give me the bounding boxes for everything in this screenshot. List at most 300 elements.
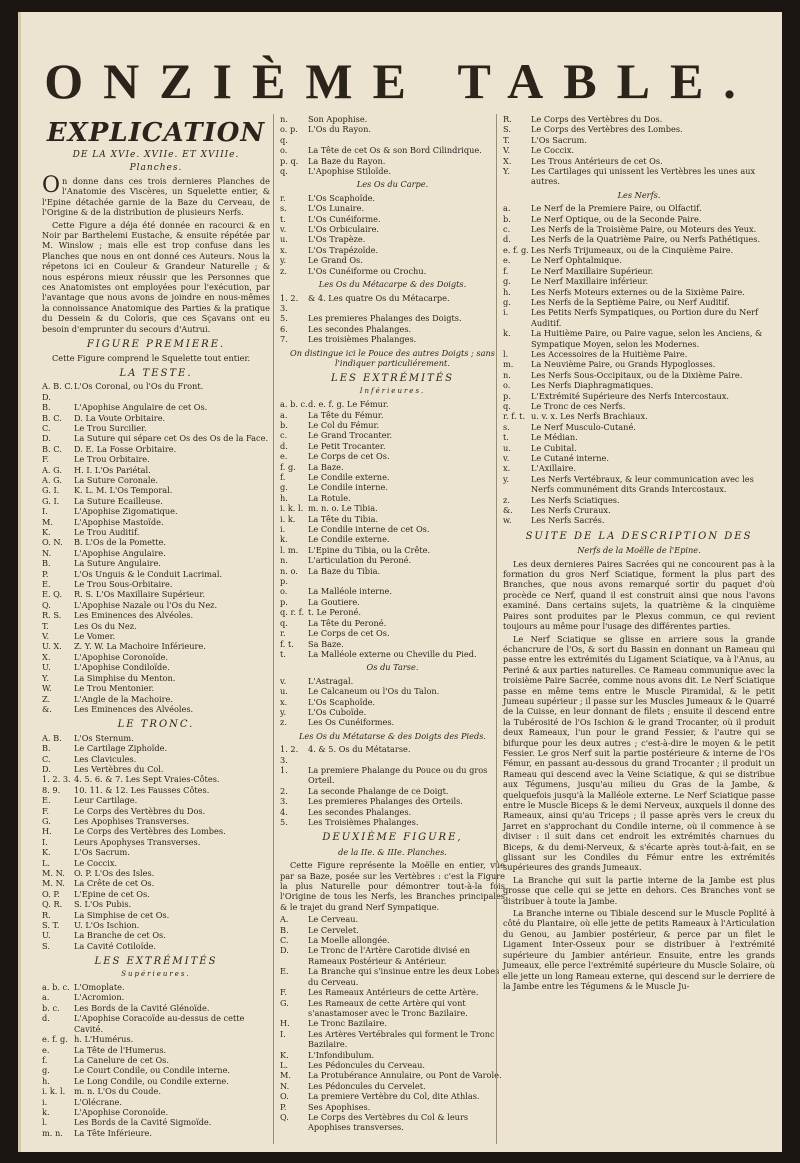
legend-entry [503,114,775,124]
legend-key: Q. [42,599,51,610]
legend-text: La Tête Inférieure. [74,1127,152,1138]
carpe-heading: Les Os du Carpe. [356,179,429,190]
legend-key: x. [503,463,511,474]
suite-subheading: Nerfs de la Moëlle de l'Epine. [577,545,701,556]
legend-entry [42,785,270,795]
legend-entry [42,816,270,826]
legend-entry [280,166,505,176]
legend-entry [42,1117,270,1127]
legend-entry [280,618,505,628]
legend-key: y. [503,473,510,484]
legend-key: 7. [280,334,288,345]
column-middle [273,114,505,1144]
legend-text: Le Trou Orbitaire. [74,454,150,465]
legend-entry [280,524,505,534]
legend-entry [503,234,775,244]
legend-key: M. [280,1070,291,1081]
legend-text: O. P. L'Os des Isles. [74,868,155,878]
legend-entry [503,166,775,187]
legend-entry [280,649,505,659]
legend-entry [42,444,270,454]
legend-entry [280,293,505,314]
teste-heading: LA TESTE. [119,367,193,379]
legend-key: h. [280,492,288,503]
legend-entry [42,1045,270,1055]
legend-text: Les Pédoncules du Cervelet. [308,1080,426,1091]
legend-key: t. [280,213,286,224]
legend-text: H. I. L'Os Pariétal. [74,464,151,475]
legend-entry [280,1029,505,1050]
legend-entry [42,1086,270,1096]
legend-entry [280,493,505,503]
legend-text: Le Corps de cet Os. [308,628,390,639]
legend-entry [280,935,505,945]
legend-key: V. [503,145,511,156]
legend-key: h. [503,286,511,297]
legend-entry [503,245,775,255]
legend-entry [280,639,505,649]
vertebrae-list [503,114,775,187]
legend-key: B. [42,402,51,413]
legend-key: e. f. g. [503,244,529,255]
legend-entry [280,420,505,430]
legend-key: s. [280,203,287,214]
legend-entry [42,743,270,753]
legend-key: e. [42,1044,50,1055]
legend-entry [503,380,775,390]
legend-entry [280,324,505,334]
legend-entry [280,697,505,707]
legend-entry [503,443,775,453]
legend-entry [280,566,505,587]
legend-text: Les Cartilages qui unissent les Vertèbres les unes aux autres. [531,166,756,187]
legend-entry [42,1034,270,1044]
legend-text: D. La Voute Orbitaire. [74,412,166,423]
legend-key: M. [42,516,53,527]
legend-entry [42,454,270,464]
legend-text: K. L. M. L'Os Temporal. [74,485,173,496]
legend-key: G. I. [42,485,60,496]
legend-text: La Moelle allongée. [308,935,390,946]
legend-entry [503,422,775,432]
legend-text: Le Court Condile, ou Condile interne. [74,1065,231,1076]
legend-key: g. [280,482,288,493]
legend-entry [503,515,775,525]
legend-key: e. [280,451,288,462]
legend-entry [280,744,505,765]
legend-text: Le Condile externe. [308,472,390,482]
legend-text: La Tête du Tibia. [308,513,379,524]
legend-entry [42,1107,270,1117]
legend-key: A. G. [42,464,62,475]
legend-entry [280,1081,505,1091]
legend-text: L'Angle de la Machoire. [74,693,174,704]
figure-premiere-text: Cette Figure comprend le Squelette tout entier. [52,352,251,363]
legend-key: &. [42,703,52,714]
legend-key: Z. [42,693,51,704]
legend-entry [280,1091,505,1101]
tarse-heading: Os du Tarse. [366,662,419,673]
legend-entry [280,966,505,987]
legend-entry [280,607,505,617]
legend-entry [503,214,775,224]
legend-text: L'Epine de cet Os. [74,888,150,899]
figure-deux-subheading: de la IIe. & IIIe. Planches. [338,846,447,857]
legend-text: L'Apophise Coronoïde. [74,651,169,662]
legend-entry [280,410,505,420]
legend-text: Le Trou Surcilier. [74,422,147,433]
legend-text: 4. & 5. Os du Métatarse. [308,744,411,755]
legend-text: Le Long Condile, ou Condile externe. [74,1075,229,1086]
carpe-list [280,193,505,276]
legend-text: & 4. Les quatre Os du Métacarpe. [308,292,450,303]
legend-text: Le Corps des Vertèbres du Col & leurs Apophises transverses. [308,1111,469,1133]
explication-heading: EXPLICATION [46,118,266,148]
legend-entry [280,313,505,323]
legend-key: V. [42,631,50,642]
legend-key: B. [42,558,51,569]
legend-key: p. [503,390,511,401]
legend-key: G. [280,997,289,1008]
legend-text: Le Corps des Vertèbres des Lombes. [74,826,226,837]
legend-text: Les Nerfs Sous-Occipitaux, ou de la Dixième Paire. [531,369,743,380]
legend-text: La Tête de l'Humerus. [74,1044,167,1055]
legend-entry [42,930,270,940]
legend-key: o. [280,145,288,156]
legend-entry [42,610,270,620]
legend-key: x. [280,244,288,255]
legend-entry [42,433,270,443]
legend-entry [42,806,270,816]
legend-entry [42,600,270,610]
suite-heading: SUITE DE LA DESCRIPTION DES [525,530,753,542]
legend-key: u. [503,442,511,453]
legend-text: Les Apophises Transverses. [74,815,190,826]
legend-entry [280,224,505,234]
legend-text: m. n. o. Le Tibia. [308,503,378,514]
legend-text: Leur Cartilage. [74,795,138,806]
legend-text: L'Acromion. [74,992,125,1003]
figure-deux-text: Cette Figure représente la Moëlle en entier, vûe par sa Baze, posée sur les Vertèbres : c'est la Figure la plus Naturelle pour démontrer tout-à-la fois l'Origine de tous les Nerfs, les Branches principales & le trajet du grand Nerf Sympatique. [280,860,505,912]
legend-text: Les secondes Phalanges. [308,323,412,334]
column-left [42,114,270,1144]
legend-key: o. [280,586,288,597]
legend-entry [280,462,505,472]
legend-key: 3. [280,796,288,807]
legend-entry [503,453,775,463]
legend-entry [503,401,775,411]
legend-text: L'Apophise Stiloïde. [308,166,391,177]
legend-text: La Suture Angulaire. [74,558,161,569]
legend-key: M. N. [42,868,65,878]
legend-entry [42,868,270,878]
pieds-heading: Les Os du Métatarse & des Doigts des Pieds. [299,730,486,741]
legend-text: La Suture Coronale. [74,474,158,485]
legend-key: y. [280,706,287,717]
legend-entry [42,683,270,693]
legend-key: i. k. [280,513,296,524]
legend-key: U. [42,930,51,941]
legend-text: La Branche de cet Os. [74,930,166,941]
legend-text: L'Os Cuboïde. [308,706,367,717]
legend-entry [503,370,775,380]
legend-entry [280,145,505,155]
legend-entry [503,297,775,307]
legend-key: H. [280,1018,290,1029]
legend-entry [280,1102,505,1112]
legend-text: Le Calcaneum ou l'Os du Talon. [308,686,440,697]
legend-key: z. [280,265,287,276]
legend-entry [42,517,270,527]
legend-text: 4. 5. 6. & 7. Les Sept Vraies-Côtes. [74,774,220,785]
legend-entry [42,826,270,836]
legend-entry [42,485,270,495]
legend-key: 5. [280,313,288,324]
legend-key: e. f. g. [42,1034,68,1045]
legend-text: L'Apophise Coracoïde au-dessus de cette Cavité. [74,1013,245,1034]
legend-key: X. [503,155,512,166]
legend-entry [280,1050,505,1060]
legend-text: Le Corps des Vertèbres des Lombes. [531,124,683,135]
figure-deux-list [280,914,505,1133]
legend-key: S. T. [42,920,60,931]
legend-key: B. C. [42,412,62,423]
legend-entry [42,754,270,764]
legend-text: Le Cerveau. [308,914,359,925]
legend-key: m. [503,359,514,370]
legend-entry [42,631,270,641]
legend-text: Les premieres Phalanges des Orteils. [308,796,463,807]
ext-sup-heading: LES EXTRÉMITÉS [94,956,218,968]
legend-text: Les Vertèbres du Col. [74,763,164,774]
legend-key: G. [42,815,51,826]
legend-text: S. L'Os Pubis. [74,899,132,910]
legend-entry [280,1060,505,1070]
legend-key: G. I. [42,495,60,506]
legend-text: L'Os Scaphoïde. [308,192,376,203]
legend-text: La premiere Phalange du Pouce ou du gros Orteil. [308,764,488,786]
legend-key: z. [280,717,287,728]
legend-entry [42,704,270,714]
legend-key: H. [42,826,52,837]
legend-entry [42,548,270,558]
legend-text: d. e. f. g. Le Fémur. [308,399,389,410]
legend-entry [503,349,775,359]
legend-key: I. [280,1028,286,1039]
legend-text: L'Apophise Angulaire. [74,547,166,558]
legend-text: h. L'Humérus. [74,1034,134,1045]
legend-entry [42,569,270,579]
legend-entry [280,1070,505,1080]
legend-key: a. b. c. [42,982,70,993]
legend-text: Le Cartilage Ziphoïde. [74,743,168,754]
legend-key: n. o. p. [280,565,298,587]
legend-key: b. c. [42,1002,60,1013]
legend-text: La Tête de cet Os & son Bord Cilindrique. [308,145,482,156]
legend-text: La Cavité Cotiloïde. [74,940,157,951]
legend-text: L'Os Unguis & le Conduit Lacrimal. [74,568,223,579]
legend-text: Le Cubital. [531,442,577,453]
legend-key: v. [280,224,287,235]
legend-key: z. [503,494,510,505]
legend-key: c. [280,430,288,441]
legend-key: E. Q. [42,589,63,600]
suite-paragraph-4: La Branche interne ou Tibiale descend sur le Muscle Poplité à côté du Plantaire, où elle jette de petits Rameaux à l'Articulation du Genou, au Jambier postérieur, & perce par un filet le Ligament Inter-Osseux pour se distribuer à l'extrémité supérieure du Jambier antérieur. Ensuite, entre les grands Jumeaux, elle perce l'extrémité supérieure du Muscle Solaire, où elle jette un long Rameau externe, qui descend sur le derriere de la Jambe entre les Tégumens & le Muscle Ju- [503,908,775,991]
legend-key: t. [280,648,286,659]
legend-key: f. [280,472,286,482]
suite-paragraph-1: Les deux dernieres Paires Sacrées qui ne concourent pas à la formation du gros Nerf Sciatique, forment la plus part des Branches, que nous avons remarqué sortir du paquet d'où procède ce Nerf, quand il est construit ainsi que nous l'avons examiné. Dans certains sujets, la quatrième & la cinquième Paires sont produites par le Plexus commun, ce qui revient toujours au même pour l'usage des différentes parties. [503,558,775,632]
legend-key: 1. 2. 3. [280,292,299,313]
legend-text: La Suture qui sépare cet Os des Os de la Face. [74,433,269,444]
legend-entry [42,774,270,784]
suite-paragraph-2: Le Nerf Sciatique se glisse en arriere sous la grande échancrure de l'Os, & sort du Bassin en donnant un Rameau qui passe entre les extrémités du Ligament Sciatique, va à l'Anus, au Periné & aux parties naturelles. Ce Rameau communique avec la troisième Paire Sacrée, comme nous avons dit. Le Nerf Sciatique passe en même tems entre le Muscle Piramidal, & le petit Jumeau supérieur ; il passe sur les Muscles Jumeaux & le Quarré de la Cuisse, en leur donnant de filets ; ensuite il descend entre la Tubérosité de l'Os Ischion & le grand Trocanter, où il produit deux Rameaux, l'un pour le grand Fessier, & l'autre qui se bifurque pour les deux autres ; c'est-à-dire le moyen & le petit Fessier. Le gros Nerf suit la partie postérieure & interne de l'Os Fémur, en passant au-dessous du grand Trocanter ; il produit un Rameau qui descend avec la Veine Sciatique, & qui se distribue aux Tégumens, jusqu'au milieu du Gras de la Jambe, & quelquefois jusqu'à la Malléole externe. Le Nerf Sciatique passe entre le Muscle Biceps & le demi Nerveux, auxquels il donne des Rameaux, ainsi qu'au Triceps ; il passe après vers le creux du Jarret en s'approchant du Condile interne, où il commence à se diviser : il suit dans cet endroit les extrémités charnues du Biceps, & du demi-Nerveux, & s'écarte après tout-à-fait, en se glissant sur les Condiles du Fémur entre les extrémités supérieures des grands Jumeaux. [503,633,775,873]
legend-text: Le Petit Trocanter. [308,440,386,451]
legend-entry [42,1055,270,1065]
page-title: ONZIÈME TABLE. [44,53,756,109]
legend-key: o. [503,380,511,391]
legend-key: g. [503,296,511,307]
legend-key: O. [280,1091,289,1102]
legend-text: Le Nerf Maxillaire Supérieur. [531,265,654,276]
legend-text: B. L'Os de la Pomette. [74,537,166,548]
legend-entry [280,987,505,997]
legend-entry [280,796,505,806]
legend-entry [503,266,775,276]
legend-entry [280,765,505,786]
legend-text: Le Corps des Vertèbres du Dos. [74,805,206,816]
legend-key: 8. 9. [42,784,61,795]
legend-entry [280,472,505,482]
legend-entry [503,135,775,145]
legend-entry [503,411,775,421]
legend-text: Les Rameaux de cette Artère qui vont s'anastamoser avec le Tronc Bazilaire. [308,997,468,1018]
legend-key: L. [280,1059,289,1070]
legend-key: 1. [280,764,288,775]
legend-entry [280,676,505,686]
legend-text: Sa Baze. [308,638,344,649]
legend-key: P. [42,568,49,579]
legend-entry [280,156,505,166]
nerfs-list [503,203,775,526]
legend-entry [280,628,505,638]
legend-text: Les Nerfs de la Septième Paire, ou Nerf Auditif. [531,296,730,307]
legend-key: 1. 2. 3. [42,774,71,785]
legend-entry [280,914,505,924]
ext-sup-subheading: Supérieures. [121,969,191,978]
legend-text: Les troisièmes Phalanges. [308,334,417,345]
legend-entry [280,430,505,440]
legend-key: q. [280,166,288,177]
legend-key: l. [503,348,509,359]
legend-text: L'Omoplate. [74,982,125,993]
legend-text: Le Tronc Bazilaire. [308,1018,387,1029]
legend-key: i. [42,1096,48,1107]
legend-text: R. S. L'Os Maxillaire Supérieur. [74,589,205,600]
legend-key: n. [280,555,288,566]
legend-key: &. [503,505,513,516]
legend-key: M. N. [42,878,65,889]
legend-entry [280,925,505,935]
legend-text: La Goutiere. [308,596,360,607]
legend-entry [42,558,270,568]
legend-key: E. [42,795,51,806]
legend-entry [42,1128,270,1138]
legend-text: L'Os Scaphoïde. [308,696,376,707]
legend-key: C. [42,422,51,433]
legend-entry [42,413,270,423]
legend-text: Son Apophise. [308,114,368,124]
legend-text: Ses Apophises. [308,1101,371,1112]
legend-key: k. [280,534,288,545]
legend-key: e. [503,255,511,266]
legend-text: L'Os Cunéiforme. [308,213,381,224]
tronc-heading: LE TRONC. [117,719,195,731]
legend-entry [42,423,270,433]
legend-text: La Canelure de cet Os. [74,1054,169,1065]
legend-text: La Baze. [308,461,344,472]
legend-text: L'Apophise Angulaire de cet Os. [74,402,208,413]
legend-entry [42,652,270,662]
legend-key: u. [280,234,288,245]
legend-key: l. [42,1117,48,1128]
legend-text: L'Os Cunéiforme ou Crochu. [308,265,427,276]
legend-text: Les Nerfs Sacrés. [531,515,605,526]
legend-entry [280,707,505,717]
legend-text: Le Médian. [531,432,578,443]
legend-entry [280,334,505,344]
legend-entry [42,1097,270,1107]
legend-key: t. [503,432,509,443]
legend-text: L'Apophise Mastoïde. [74,516,164,527]
legend-text: L'Apophise Condiloïde. [74,662,170,673]
legend-text: Les premieres Phalanges des Doigts. [308,313,462,324]
legend-entry [503,145,775,155]
legend-text: Le Tronc de l'Artère Carotide divisé en Rameaux Postérieur & Antérieur. [308,945,470,966]
legend-key: k. [503,328,511,339]
legend-entry [503,463,775,473]
legend-entry [280,597,505,607]
tarse-list [280,676,505,728]
radius-list [280,114,505,176]
legend-text: La Malléole externe ou Cheville du Pied. [308,648,477,659]
legend-key: b. [503,213,511,224]
legend-text: Le Cutané interne. [531,453,609,463]
legend-entry [280,255,505,265]
legend-text: Le Corps de cet Os. [308,451,390,462]
legend-text: La Tête du Peroné. [308,617,387,628]
legend-entry [280,203,505,213]
legend-key: K. [280,1049,289,1060]
legend-key: N. [280,1080,290,1091]
legend-key: y. [280,255,287,266]
legend-text: Le Grand Os. [308,255,363,266]
legend-text: La Baze du Tibia. [308,565,381,576]
legend-text: Les Eminences des Alvéoles. [74,610,194,621]
legend-entry [280,451,505,461]
legend-entry [42,889,270,899]
legend-entry [42,1013,270,1034]
legend-text: Leurs Apophyses Transverses. [74,836,201,847]
legend-entry [42,910,270,920]
legend-key: i. [503,307,509,318]
legend-entry [503,203,775,213]
legend-entry [42,402,270,412]
legend-text: L'Os du Rayon. [308,124,371,135]
legend-text: Le Cervelet. [308,924,359,935]
legend-text: La premiere Vertèbre du Col, dite Athlas. [308,1091,480,1102]
legend-entry [503,359,775,369]
legend-key: d. [503,234,511,245]
